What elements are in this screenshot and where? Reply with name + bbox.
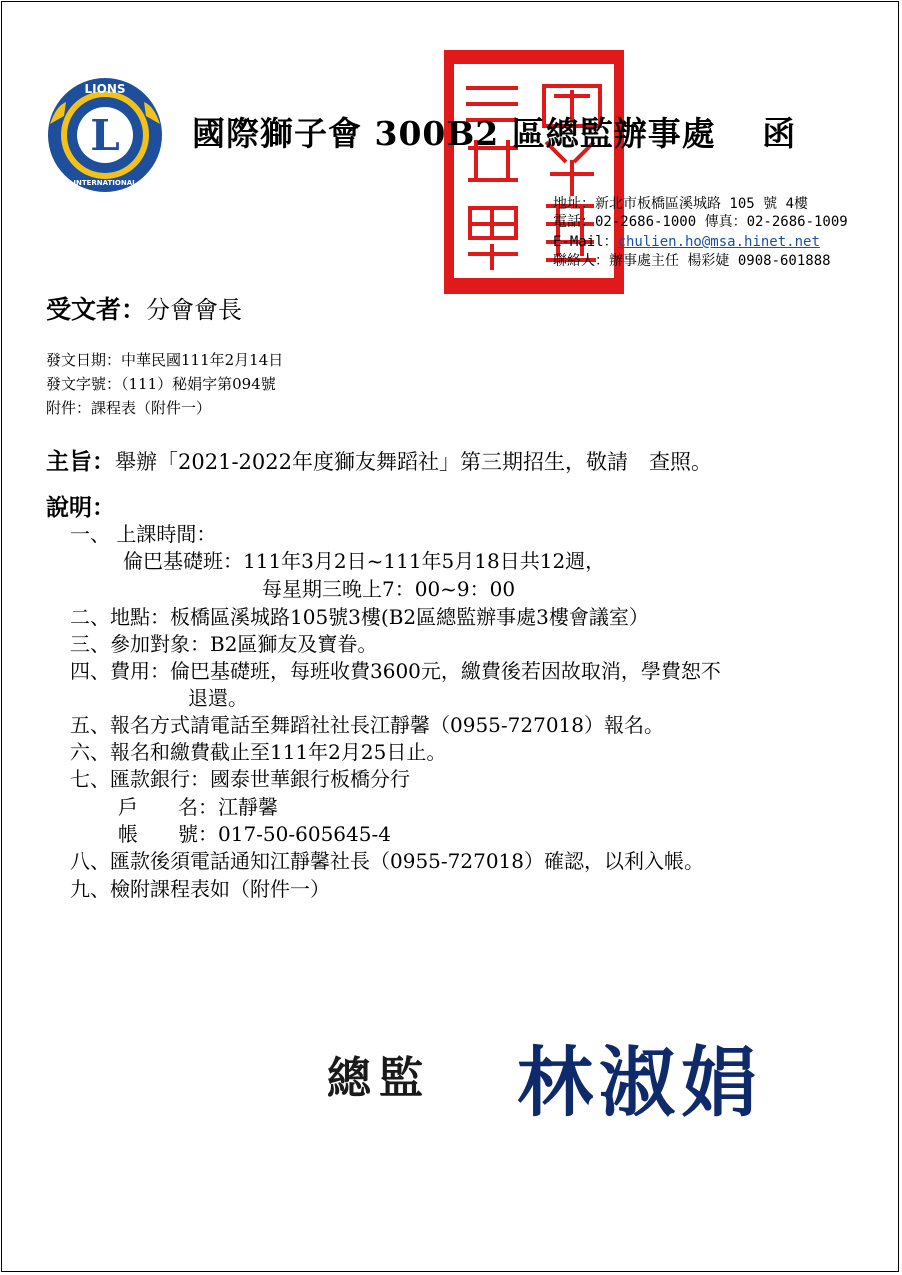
- explanation-item: 倫巴基礎班：111年3月2日~111年5月18日共12週，: [123, 549, 606, 573]
- email-label: E-Mail：: [553, 234, 618, 250]
- document-title: 國際獅子會 300B2 區總監辦事處 函: [192, 114, 797, 153]
- email-link[interactable]: chulien.ho@msa.hinet.net: [617, 234, 820, 250]
- phone-fax-line: 電話：02-2686-1000 傳真：02-2686-1009: [553, 214, 848, 230]
- lions-logo-icon: [42, 76, 168, 194]
- subject-label: 主旨：: [46, 448, 115, 475]
- explanation-item: 六、報名和繳費截止至111年2月25日止。: [70, 740, 447, 764]
- recipient-label: 受文者：: [46, 295, 147, 324]
- logo-bottom-text: INTERNATIONAL: [73, 179, 137, 187]
- explanation-item: 七、匯款銀行：國泰世華銀行板橋分行: [70, 767, 410, 791]
- explanation-item: 一、 上課時間：: [70, 522, 217, 546]
- email-line: [553, 231, 820, 251]
- explanation-item: 帳 號：017-50-605645-4: [118, 822, 391, 846]
- explanation-heading: 說明：: [46, 494, 115, 521]
- logo-letter: L: [90, 111, 120, 160]
- subject-text: 舉辦「2021-2022年度獅友舞蹈社」第三期招生，敬請 查照。: [115, 450, 712, 474]
- explanation-item: 戶 名：江靜馨: [118, 795, 278, 819]
- recipient: [46, 290, 242, 326]
- explanation-item: 四、費用：倫巴基礎班，每班收費3600元，繳費後若因故取消，學費恕不: [70, 659, 721, 683]
- attachment-note: 附件：課程表（附件一）: [46, 399, 212, 417]
- director-signature: 林淑娟: [517, 1038, 763, 1127]
- explanation-item: 退還。: [188, 686, 248, 710]
- recipient-value: 分會會長: [146, 296, 243, 324]
- explanation-item: 五、報名方式請電話至舞蹈社社長江靜馨（0955-727018）報名。: [70, 713, 665, 737]
- explanation-item: 三、參加對象：B2區獅友及寶眷。: [70, 632, 378, 656]
- explanation-item: 二、地點：板橋區溪城路105號3樓(B2區總監辦事處3樓會議室）: [70, 605, 649, 629]
- logo-top-text: LIONS: [84, 82, 126, 96]
- explanation-item: 九、檢附課程表如（附件一）: [70, 877, 330, 901]
- explanation-item: 每星期三晚上7：00~9：00: [262, 577, 516, 601]
- director-title: 總監: [327, 1053, 431, 1104]
- reference-number: 發文字號：（111）秘娟字第094號: [46, 375, 276, 393]
- subject: [46, 443, 712, 476]
- explanation-item: 八、匯款後須電話通知江靜馨社長（0955-727018）確認，以利入帳。: [70, 849, 705, 873]
- issue-date: 發文日期：中華民國111年2月14日: [46, 351, 284, 369]
- address-line: 地址：新北市板橋區溪城路 105 號 4樓: [553, 196, 809, 212]
- contact-person-line: 聯絡人：辦事處主任 楊彩婕 0908-601888: [553, 253, 831, 269]
